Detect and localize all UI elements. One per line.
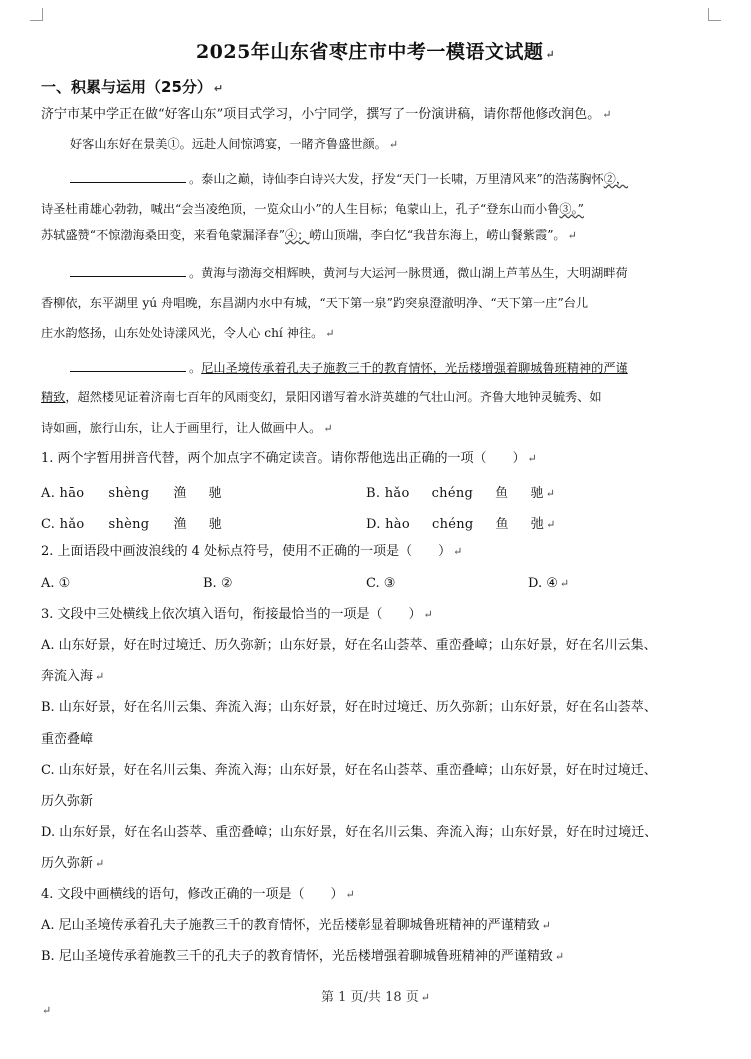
option-text: 重峦叠嶂 <box>41 732 94 747</box>
question-4-stem <box>41 887 710 903</box>
option-label: A. hāo <box>41 486 85 501</box>
q1-option-d[interactable] <box>366 513 556 532</box>
option-char: 驰 <box>530 486 544 501</box>
passage-paragraph-4-line-1: 。尼山圣境传承着孔夫子施教三千的教育情怀，光岳楼增强着聊城鲁班精神的严谨 <box>70 359 710 376</box>
option-label: B. hǎo <box>366 486 410 501</box>
question-text: 2. 上面语段中画波浪线的 4 处标点符号，使用不正确的一项是（ ） <box>41 544 452 559</box>
paragraph-mark: ↵ <box>423 608 433 621</box>
passage-paragraph-1 <box>70 136 710 153</box>
question-text: 4. 文段中画横线的语句，修改正确的一项是（ ） <box>41 887 344 902</box>
q3-option-d[interactable] <box>41 825 710 841</box>
wavy-punctuation-4: ④； <box>285 228 310 242</box>
option-text: B. 山东好景，好在名川云集、奔流入海；山东好景，好在时过境迁、历久弥新；山东好景，好在名山荟萃、 <box>41 700 657 715</box>
paragraph-mark: ↵ <box>545 48 556 61</box>
title-text: 2025年山东省枣庄市中考一模语文试题 <box>195 41 544 63</box>
passage-paragraph-3-line-2 <box>41 295 710 311</box>
passage-text: 庄水韵悠扬，山东处处诗漾风光，令人心 chí 神往。 <box>41 326 324 340</box>
option-char: 鱼 <box>495 486 509 501</box>
document-title <box>0 37 751 64</box>
passage-text: 诗圣杜甫雄心勃勃，喊出“会当凌绝顶，一览众山小”的人生目标；龟蒙山上，孔子“登东山而小鲁 <box>41 202 560 216</box>
paragraph-mark: ↵ <box>546 518 556 531</box>
section-heading <box>41 76 223 97</box>
q1-option-c[interactable] <box>41 513 222 532</box>
question-2-stem <box>41 544 710 560</box>
paragraph-mark: ↵ <box>420 991 430 1004</box>
q3-option-a-cont[interactable] <box>41 669 710 685</box>
passage-text: 。泰山之巅，诗仙李白诗兴大发，抒发“天门一长啸，万里清风来”的浩荡胸怀 <box>189 172 604 186</box>
q2-option-a[interactable]: A. ① <box>41 576 71 591</box>
passage-text: ，超然楼见证着济南七百年的风雨变幻，景阳冈谱写着水浒英雄的气壮山河。齐鲁大地钟灵毓秀、如 <box>65 390 602 404</box>
option-char: 弛 <box>530 517 545 532</box>
q3-option-c[interactable] <box>41 763 710 779</box>
passage-text: 香柳依，东平湖里 yú 舟唱晚，东昌湖内水中有城，“天下第一泉”趵突泉澄澈明净、“天下第一庄”台儿 <box>41 296 589 310</box>
option-char: 渔 <box>173 517 187 532</box>
fill-blank-2[interactable] <box>70 264 186 277</box>
paragraph-mark: ↵ <box>527 452 537 465</box>
question-1-stem <box>41 451 710 467</box>
fill-blank-3[interactable] <box>70 359 186 372</box>
paragraph-mark: ↵ <box>541 919 551 932</box>
option-text: A. 尼山圣境传承着孔夫子施教三千的教育情怀，光岳楼彰显着聊城鲁班精神的严谨精致 <box>41 918 540 933</box>
passage-paragraph-4-line-3 <box>41 420 710 437</box>
option-text: 历久弥新 <box>41 856 94 871</box>
option-pinyin: chéng <box>431 517 474 532</box>
q4-option-a[interactable] <box>41 918 710 934</box>
q2-option-b[interactable]: B. ② <box>203 576 233 591</box>
q3-option-a[interactable] <box>41 638 710 654</box>
option-text: D. ④ <box>528 576 558 591</box>
option-text: C. 山东好景，好在名川云集、奔流入海；山东好景，好在名山荟萃、重峦叠嶂；山东好景，好在时过境迁、 <box>41 763 657 778</box>
passage-text: 苏轼盛赞“不惊渤海桑田变，来看龟蒙漏泽春” <box>41 228 286 242</box>
paragraph-mark: ↵ <box>554 950 565 963</box>
passage-text: 。黄海与渤海交相辉映，黄河与大运河一脉贯通，微山湖上芦苇丛生，大明湖畔荷 <box>189 266 628 280</box>
q3-option-b[interactable] <box>41 700 710 716</box>
passage-text: 崂山顶端，李白忆“我昔东海上，崂山餐紫霞”。 <box>309 228 566 242</box>
option-char: 驰 <box>208 517 223 532</box>
q1-option-a[interactable] <box>41 482 222 501</box>
paragraph-mark: ↵ <box>567 229 577 242</box>
passage-text: 好客山东好在景美①。远赴人间惊鸿宴，一睹齐鲁盛世颜。 <box>70 137 387 151</box>
page-number: 第 1 页/共 18 页 <box>321 990 419 1005</box>
q3-option-d-cont[interactable] <box>41 856 710 872</box>
paragraph-mark: ↵ <box>325 327 335 340</box>
option-label: D. hào <box>366 517 410 532</box>
paragraph-mark: ↵ <box>602 108 612 121</box>
passage-text: 诗如画，旅行山东，让人于画里行，让人做画中人。 <box>41 421 322 435</box>
option-pinyin: chéng <box>431 486 474 501</box>
option-pinyin: shèng <box>108 517 150 532</box>
paragraph-mark: ↵ <box>345 888 355 901</box>
paragraph-mark: ↵ <box>95 670 105 683</box>
underlined-sentence: 精致 <box>41 390 66 404</box>
q2-option-c[interactable]: C. ③ <box>366 576 396 591</box>
option-char: 驰 <box>208 486 222 501</box>
question-3-stem <box>41 607 710 623</box>
q3-option-c-cont[interactable] <box>41 794 710 810</box>
wavy-punctuation-2: ②， <box>603 172 629 186</box>
question-text: 1. 两个字暂用拼音代替，两个加点字不确定读音。请你帮他选出正确的一项（ ） <box>41 451 526 466</box>
option-text: D. 山东好景，好在名山荟萃、重峦叠嶂；山东好景，好在名川云集、奔流入海；山东好景，好在时过境迁、 <box>41 825 658 840</box>
paragraph-mark: ↵ <box>323 422 333 435</box>
q4-option-b[interactable] <box>41 949 710 965</box>
paragraph-mark: ↵ <box>42 1004 52 1017</box>
option-text: B. 尼山圣境传承着施教三千的孔夫子的教育情怀，光岳楼增强着聊城鲁班精神的严谨精致 <box>41 949 553 964</box>
passage-paragraph-3-line-3 <box>41 325 710 342</box>
paragraph-mark: ↵ <box>388 138 399 151</box>
option-text: 奔流入海 <box>41 669 94 684</box>
underlined-sentence: 尼山圣境传承着孔夫子施教三千的教育情怀，光岳楼增强着聊城鲁班精神的严谨 <box>201 361 628 375</box>
option-char: 渔 <box>173 486 187 501</box>
section-heading-text: 一、积累与运用（25分） <box>41 78 212 96</box>
paragraph-mark: ↵ <box>213 82 224 95</box>
paragraph-mark: ↵ <box>95 857 105 870</box>
passage-paragraph-4-line-2 <box>41 389 710 405</box>
paragraph-mark: ↵ <box>453 545 463 558</box>
passage-paragraph-2-line-2 <box>41 201 710 217</box>
question-text: 3. 文段中三处横线上依次填入语句，衔接最恰当的一项是（ ） <box>41 607 422 622</box>
option-text: 历久弥新 <box>41 794 94 809</box>
passage-paragraph-2-line-3 <box>41 227 710 244</box>
option-text: A. 山东好景，好在时过境迁、历久弥新；山东好景，好在名山荟萃、重峦叠嶂；山东好景，好在名川云集、 <box>41 638 657 653</box>
passage-paragraph-2-line-1 <box>70 170 710 187</box>
intro-text: 济宁市某中学正在做“好客山东”项目式学习，小宁同学，撰写了一份演讲稿，请你帮他修改润色。 <box>41 107 601 122</box>
wavy-punctuation-3: ③。” <box>559 202 584 216</box>
intro-line <box>41 107 710 123</box>
crop-mark-top-right <box>708 8 721 21</box>
paragraph-mark: ↵ <box>559 577 570 590</box>
q3-option-b-cont[interactable] <box>41 732 710 748</box>
paragraph-mark: ↵ <box>545 487 556 500</box>
q2-option-d[interactable] <box>528 576 569 591</box>
page-footer <box>0 986 751 1005</box>
option-pinyin: shèng <box>108 486 150 501</box>
fill-blank-1[interactable] <box>70 170 186 183</box>
passage-paragraph-3-line-1 <box>70 264 710 281</box>
option-char: 鱼 <box>495 517 509 532</box>
crop-mark-top-left <box>30 8 43 21</box>
q1-option-b[interactable] <box>366 482 555 501</box>
option-label: C. hǎo <box>41 517 85 532</box>
